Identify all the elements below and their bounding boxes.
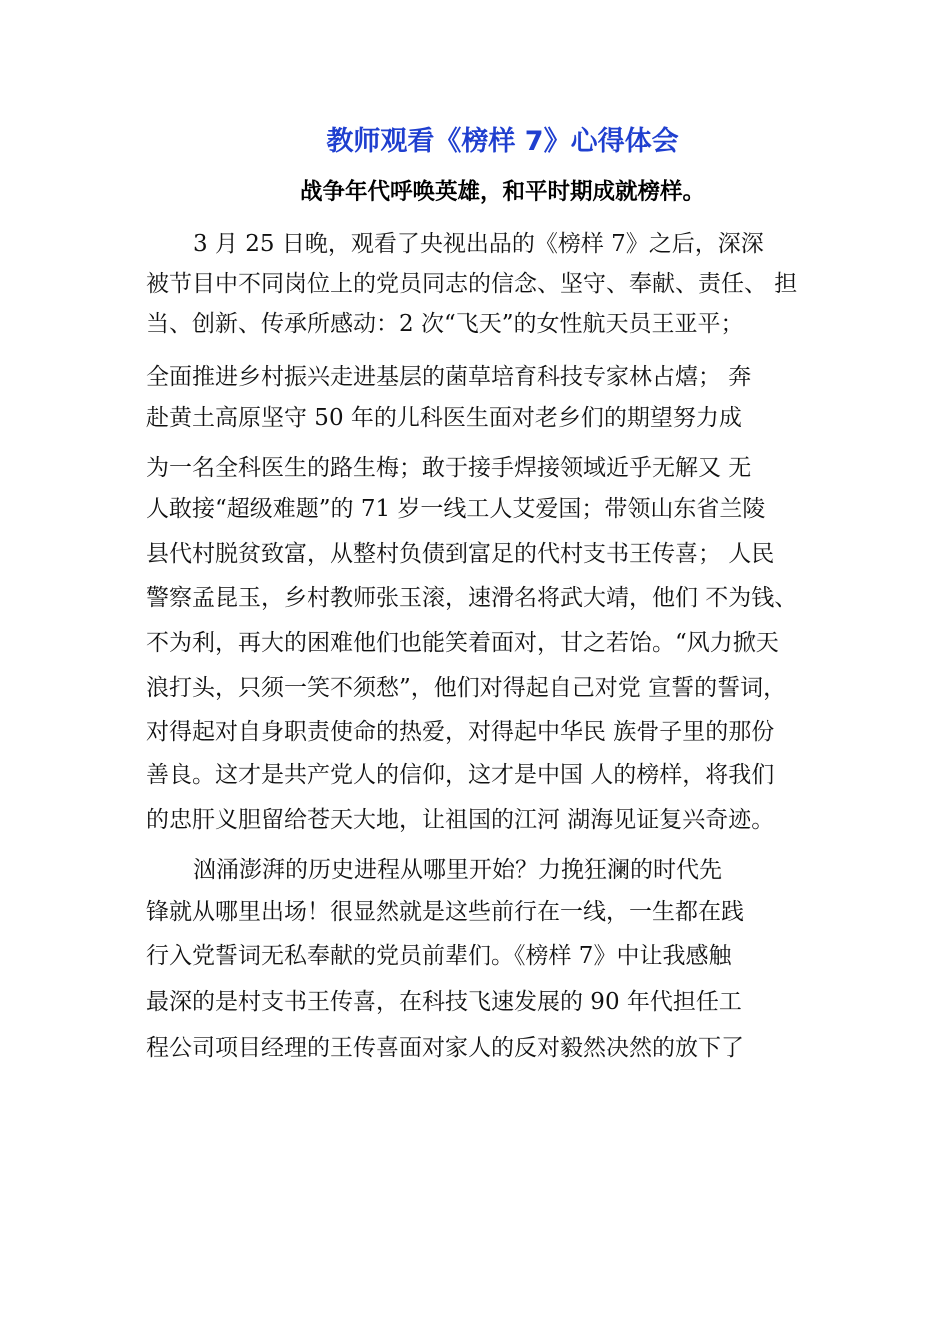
- paragraph-1-line-5: 赴黄土高原坚守 50 年的儿科医生面对老乡们的期望努力成: [146, 405, 742, 431]
- paragraph-1-line-11: 浪打头，只须一笑不须愁”，他们对得起自己对党 宣誓的誓词，: [146, 675, 787, 701]
- paragraph-1-line-1: 3 月 25 日晚，观看了央视出品的《榜样 7》之后，深深: [193, 231, 764, 257]
- document-subtitle: 战争年代呼唤英雄，和平时期成就榜样。: [299, 179, 705, 205]
- paragraph-1-line-3: 当、创新、传承所感动：2 次“飞天”的女性航天员王亚平；: [146, 311, 744, 337]
- paragraph-1-line-14: 的忠肝义胆留给苍天大地，让祖国的江河 湖海见证复兴奇迹。: [146, 807, 775, 833]
- paragraph-2-line-4: 最深的是村支书王传喜，在科技飞速发展的 90 年代担任工: [146, 989, 742, 1015]
- paragraph-1-line-2: 被节目中不同岗位上的党员同志的信念、坚守、奉献、责任、 担: [146, 271, 798, 297]
- paragraph-1-line-8: 县代村脱贫致富，从整村负债到富足的代村支书王传喜； 人民: [146, 541, 775, 567]
- paragraph-1-line-9: 警察孟昆玉，乡村教师张玉滚，速滑名将武大靖，他们 不为钱、: [146, 585, 798, 611]
- paragraph-2-line-1: 汹涌澎湃的历史进程从哪里开始？力挽狂澜的时代先: [193, 857, 722, 883]
- document-title: 教师观看《榜样 7》心得体会: [326, 126, 679, 157]
- paragraph-2-line-3: 行入党誓词无私奉献的党员前辈们。《榜样 7》中让我感触: [146, 943, 732, 969]
- paragraph-1-line-7: 人敢接“超级难题”的 71 岁一线工人艾爱国；带领山东省兰陵: [146, 496, 766, 522]
- paragraph-2-line-5: 程公司项目经理的王传喜面对家人的反对毅然决然的放下了: [146, 1035, 744, 1061]
- paragraph-1-line-10: 不为利，再大的困难他们也能笑着面对，甘之若饴。“风力掀天: [146, 630, 779, 656]
- paragraph-1-line-6: 为一名全科医生的路生梅；敢于接手焊接领域近乎无解又 无: [146, 455, 752, 481]
- paragraph-1-line-13: 善良。这才是共产党人的信仰，这才是中国 人的榜样，将我们: [146, 762, 775, 788]
- paragraph-2-line-2: 锋就从哪里出场！很显然就是这些前行在一线，一生都在践: [146, 899, 744, 925]
- paragraph-1-line-12: 对得起对自身职责使命的热爱，对得起中华民 族骨子里的那份: [146, 719, 775, 745]
- paragraph-1-line-4: 全面推进乡村振兴走进基层的菌草培育科技专家林占熺； 奔: [146, 364, 752, 390]
